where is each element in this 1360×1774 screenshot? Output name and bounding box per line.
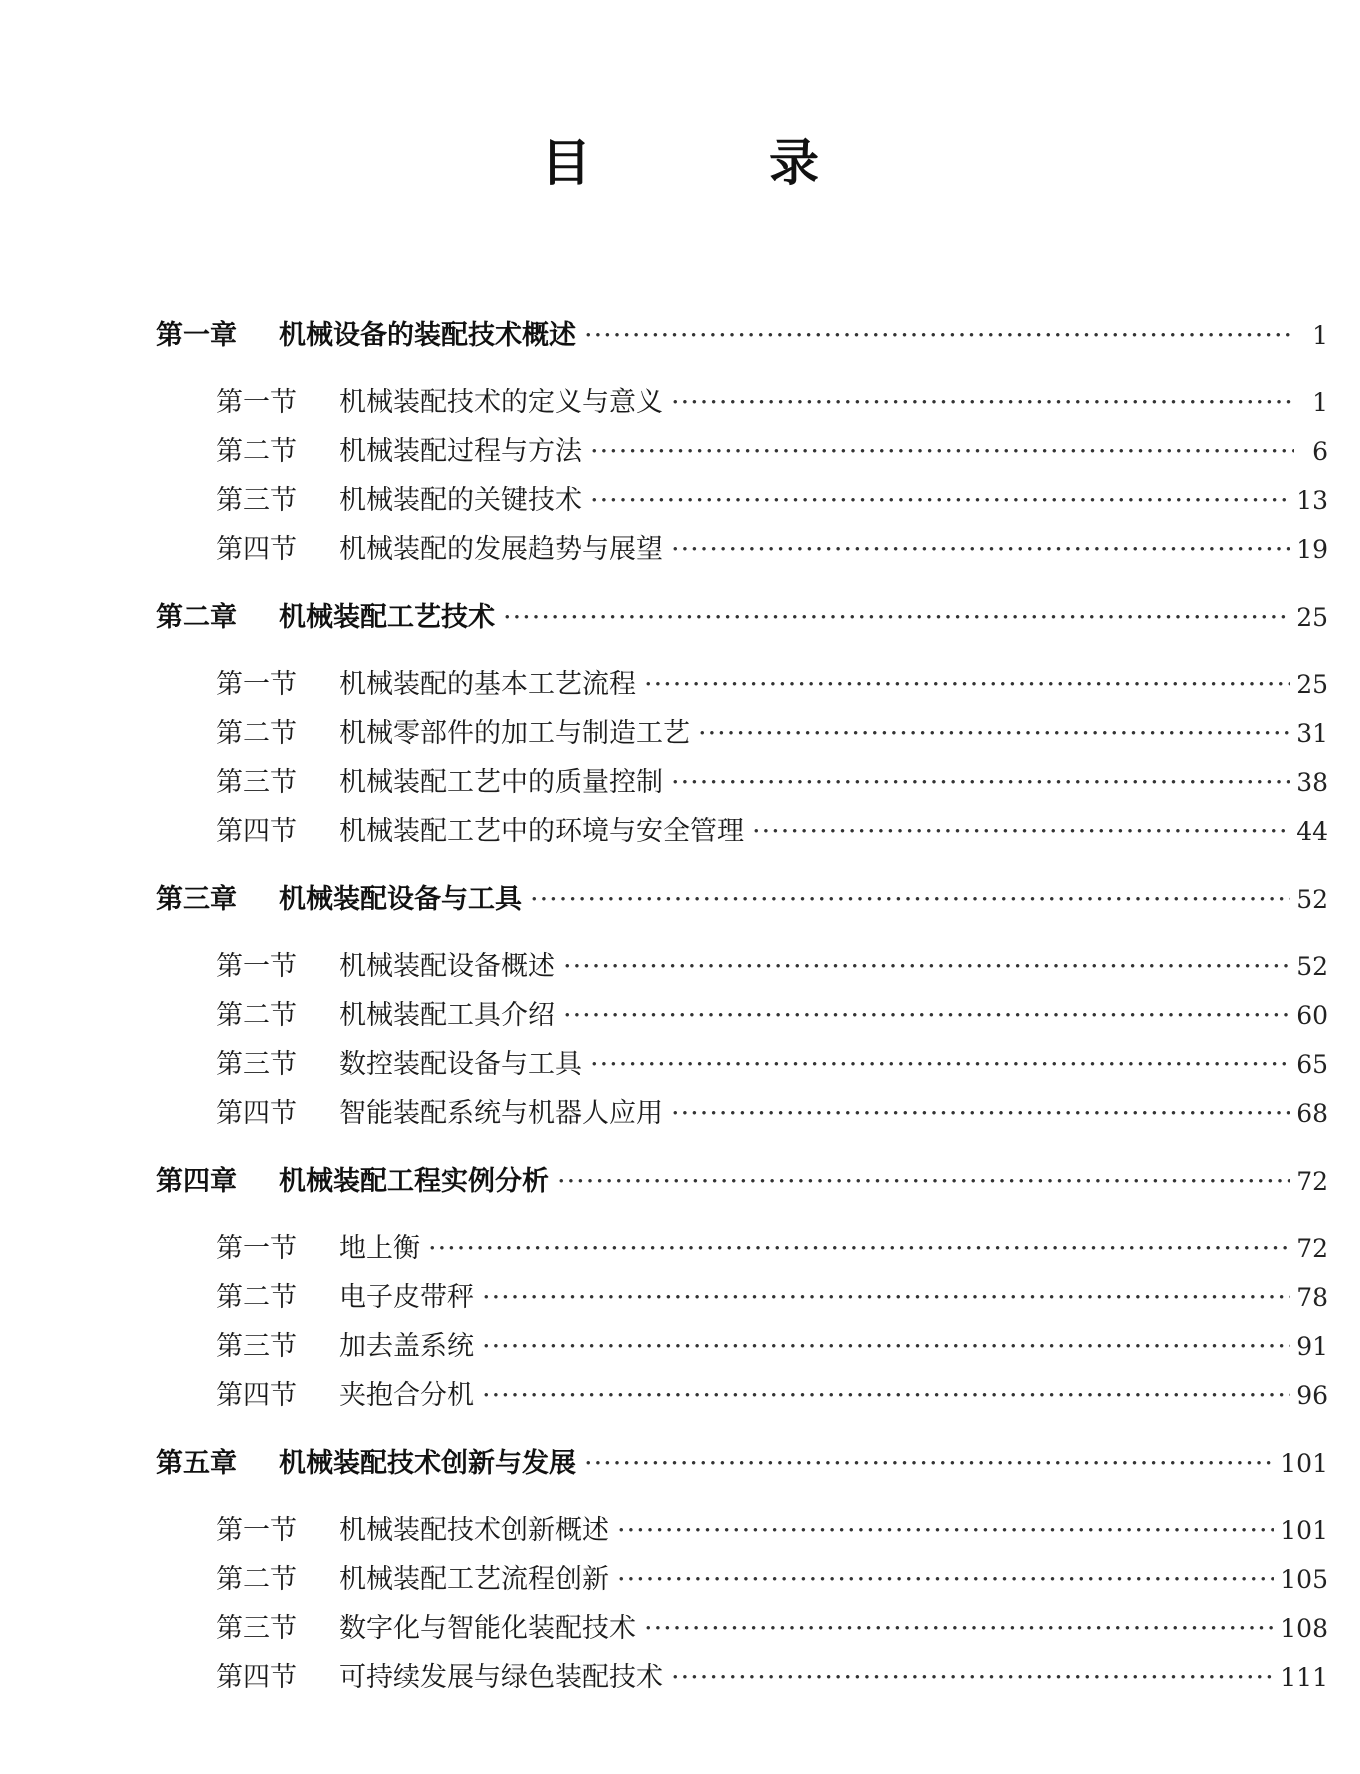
page-number: 105 (1280, 1565, 1328, 1594)
chapter-title: 机械装配工艺技术 (279, 602, 495, 633)
section-title: 机械装配的关键技术 (339, 485, 582, 516)
dot-leader (671, 378, 1294, 427)
table-of-contents (156, 314, 1328, 1724)
toc-entry-section[interactable] (156, 1224, 1328, 1273)
section-title: 机械装配技术的定义与意义 (339, 387, 663, 418)
toc-entry-section[interactable] (156, 525, 1328, 574)
section-label: 第二节 (216, 436, 297, 467)
chapter-label: 第一章 (156, 320, 237, 351)
chapter-block (156, 1442, 1328, 1702)
toc-entry-section[interactable] (156, 1040, 1328, 1089)
dot-leader (671, 758, 1290, 807)
section-label: 第三节 (216, 485, 297, 516)
page-number: 52 (1296, 885, 1328, 914)
dot-leader (752, 807, 1290, 856)
section-title: 机械装配过程与方法 (339, 436, 582, 467)
dot-leader (563, 942, 1290, 991)
chapter-label: 第四章 (156, 1166, 237, 1197)
chapter-block (156, 596, 1328, 856)
page-number: 1 (1312, 388, 1328, 417)
section-label: 第四节 (216, 1380, 297, 1411)
chapter-block (156, 878, 1328, 1138)
page-number: 101 (1280, 1449, 1328, 1478)
toc-entry-section[interactable] (156, 427, 1328, 476)
section-label: 第二节 (216, 1282, 297, 1313)
chapter-label: 第二章 (156, 602, 237, 633)
dot-leader (584, 314, 1294, 358)
section-title: 地上衡 (339, 1233, 420, 1264)
dot-leader (590, 1040, 1290, 1089)
section-label: 第一节 (216, 951, 297, 982)
section-title: 机械装配的发展趋势与展望 (339, 534, 663, 565)
section-label: 第三节 (216, 1613, 297, 1644)
page-number: 108 (1280, 1614, 1328, 1643)
page-number: 72 (1296, 1167, 1328, 1196)
dot-leader (671, 525, 1290, 574)
toc-entry-section[interactable] (156, 1089, 1328, 1138)
section-label: 第一节 (216, 1233, 297, 1264)
section-label: 第四节 (216, 534, 297, 565)
dot-leader (530, 878, 1290, 922)
section-title: 机械装配设备概述 (339, 951, 555, 982)
toc-entry-section[interactable] (156, 476, 1328, 525)
chapter-label: 第三章 (156, 884, 237, 915)
page-number: 65 (1296, 1050, 1328, 1079)
page-number: 96 (1296, 1381, 1328, 1410)
toc-entry-section[interactable] (156, 378, 1328, 427)
toc-entry-section[interactable] (156, 660, 1328, 709)
dot-leader (590, 476, 1290, 525)
section-title: 机械装配工艺中的环境与安全管理 (339, 816, 744, 847)
section-label: 第二节 (216, 718, 297, 749)
page-number: 91 (1296, 1332, 1328, 1361)
dot-leader (563, 991, 1290, 1040)
section-label: 第三节 (216, 1049, 297, 1080)
dot-leader (698, 709, 1290, 758)
section-title: 机械装配技术创新概述 (339, 1515, 609, 1546)
page-number: 52 (1296, 952, 1328, 981)
section-label: 第四节 (216, 1662, 297, 1693)
chapter-block (156, 1160, 1328, 1420)
section-title: 机械零部件的加工与制造工艺 (339, 718, 690, 749)
page-number: 13 (1296, 486, 1328, 515)
page-number: 60 (1296, 1001, 1328, 1030)
toc-entry-section[interactable] (156, 758, 1328, 807)
toc-entry-chapter[interactable] (156, 1160, 1328, 1204)
chapter-title: 机械设备的装配技术概述 (279, 320, 576, 351)
page-number: 111 (1280, 1663, 1328, 1692)
section-label: 第二节 (216, 1000, 297, 1031)
dot-leader (557, 1160, 1290, 1204)
page-number: 44 (1296, 817, 1328, 846)
section-label: 第二节 (216, 1564, 297, 1595)
toc-entry-chapter[interactable] (156, 596, 1328, 640)
section-title: 机械装配工艺流程创新 (339, 1564, 609, 1595)
section-label: 第一节 (216, 387, 297, 418)
toc-entry-section[interactable] (156, 1653, 1328, 1702)
dot-leader (428, 1224, 1290, 1273)
dot-leader (590, 427, 1294, 476)
dot-leader (482, 1322, 1290, 1371)
dot-leader (644, 660, 1290, 709)
toc-entry-chapter[interactable] (156, 314, 1328, 358)
page-number: 25 (1296, 670, 1328, 699)
chapter-title: 机械装配工程实例分析 (279, 1166, 549, 1197)
page-number: 1 (1312, 321, 1328, 350)
section-label: 第一节 (216, 669, 297, 700)
chapter-label: 第五章 (156, 1448, 237, 1479)
chapter-block (156, 314, 1328, 574)
section-title: 可持续发展与绿色装配技术 (339, 1662, 663, 1693)
toc-entry-section[interactable] (156, 807, 1328, 856)
dot-leader (617, 1555, 1274, 1604)
toc-entry-section[interactable] (156, 1322, 1328, 1371)
section-label: 第一节 (216, 1515, 297, 1546)
page-number: 38 (1296, 768, 1328, 797)
dot-leader (482, 1371, 1290, 1420)
toc-entry-section[interactable] (156, 709, 1328, 758)
page-title: 目 录 (541, 134, 883, 192)
dot-leader (584, 1442, 1274, 1486)
section-title: 加去盖系统 (339, 1331, 474, 1362)
toc-entry-section[interactable] (156, 1371, 1328, 1420)
section-title: 夹抱合分机 (339, 1380, 474, 1411)
section-label: 第四节 (216, 816, 297, 847)
section-label: 第三节 (216, 1331, 297, 1362)
section-title: 机械装配工具介绍 (339, 1000, 555, 1031)
page-number: 68 (1296, 1099, 1328, 1128)
toc-entry-section[interactable] (156, 1506, 1328, 1555)
toc-entry-section[interactable] (156, 1273, 1328, 1322)
dot-leader (503, 596, 1290, 640)
section-title: 电子皮带秤 (339, 1282, 474, 1313)
section-title: 机械装配的基本工艺流程 (339, 669, 636, 700)
section-label: 第三节 (216, 767, 297, 798)
toc-entry-section[interactable] (156, 1555, 1328, 1604)
section-label: 第四节 (216, 1098, 297, 1129)
section-title: 数字化与智能化装配技术 (339, 1613, 636, 1644)
page-number: 19 (1296, 535, 1328, 564)
chapter-title: 机械装配技术创新与发展 (279, 1448, 576, 1479)
page-number: 6 (1312, 437, 1328, 466)
chapter-title: 机械装配设备与工具 (279, 884, 522, 915)
section-title: 智能装配系统与机器人应用 (339, 1098, 663, 1129)
toc-entry-section[interactable] (156, 942, 1328, 991)
page-number: 31 (1296, 719, 1328, 748)
dot-leader (482, 1273, 1290, 1322)
section-title: 数控装配设备与工具 (339, 1049, 582, 1080)
dot-leader (671, 1089, 1290, 1138)
page-number: 72 (1296, 1234, 1328, 1263)
toc-entry-section[interactable] (156, 1604, 1328, 1653)
dot-leader (617, 1506, 1274, 1555)
toc-entry-chapter[interactable] (156, 1442, 1328, 1486)
dot-leader (671, 1653, 1274, 1702)
dot-leader (644, 1604, 1274, 1653)
page-number: 25 (1296, 603, 1328, 632)
section-title: 机械装配工艺中的质量控制 (339, 767, 663, 798)
toc-entry-section[interactable] (156, 991, 1328, 1040)
toc-entry-chapter[interactable] (156, 878, 1328, 922)
page-number: 78 (1296, 1283, 1328, 1312)
page-number: 101 (1280, 1516, 1328, 1545)
